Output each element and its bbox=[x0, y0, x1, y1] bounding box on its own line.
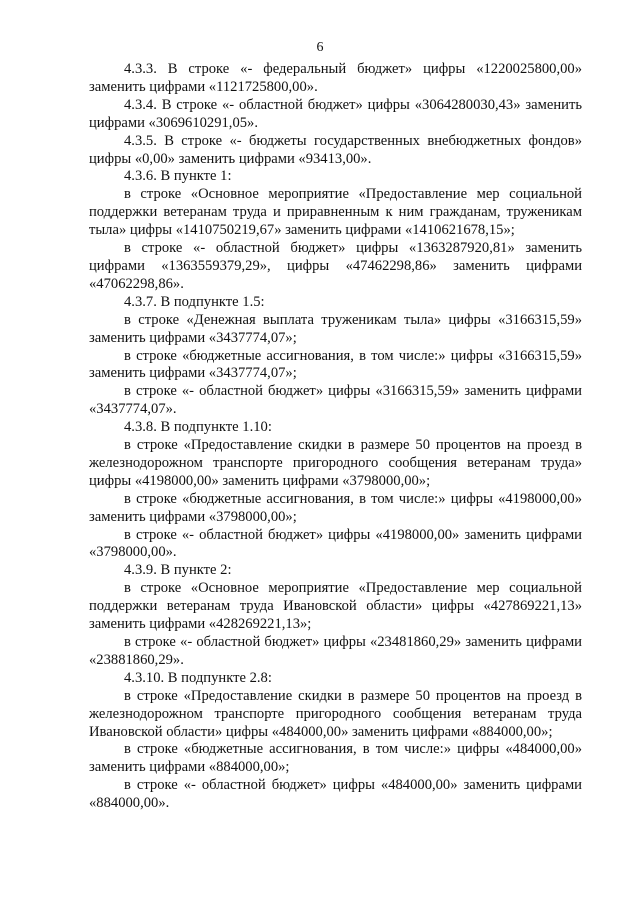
paragraph-item: в строке «- областной бюджет» цифры «1363287920,81» заменить цифрами «1363559379,29», цифры «47462298,86» заменить цифрами «47062298,86». bbox=[89, 240, 582, 292]
paragraph-4-3-9-heading: 4.3.9. В пункте 2: bbox=[124, 562, 232, 579]
paragraph-4-3-7-heading: 4.3.7. В подпункте 1.5: bbox=[124, 293, 265, 310]
paragraph-item: в строке «- областной бюджет» цифры «3166315,59» заменить цифрами «3437774,07». bbox=[89, 383, 582, 418]
paragraph-4-3-10-heading: 4.3.10. В подпункте 2.8: bbox=[124, 669, 272, 686]
paragraph-4-3-6-heading: 4.3.6. В пункте 1: bbox=[124, 168, 232, 185]
paragraph-4-3-5: 4.3.5. В строке «- бюджеты государственных внебюджетных фондов» цифры «0,00» заменить цифрами «93413,00». bbox=[89, 132, 582, 167]
paragraph-item: в строке «- областной бюджет» цифры «23481860,29» заменить цифрами «23881860,29». bbox=[89, 634, 582, 668]
paragraph-item: в строке «Основное мероприятие «Предоставление мер социальной поддержки ветеранам труда и приравненным к ним гражданам, труженикам тыла» цифры «1410750219,67» заменить цифрами «1410621678,15»; bbox=[89, 186, 582, 239]
paragraph-item: в строке «- областной бюджет» цифры «4198000,00» заменить цифрами «3798000,00». bbox=[89, 526, 582, 561]
paragraph-item: в строке «бюджетные ассигнования, в том числе:» цифры «484000,00» заменить цифрами «884000,00»; bbox=[89, 741, 582, 776]
paragraph-item: в строке «Предоставление скидки в размере 50 процентов на проезд в железнодорожном транспорте пригородного сообщения ветеранам труда» цифры «4198000,00» заменить цифрами «3798000,00»; bbox=[89, 437, 582, 489]
paragraph-item: в строке «Основное мероприятие «Предоставление мер социальной поддержки ветеранам труда Ивановской области» цифры «427869221,13» заменить цифрами «428269221,13»; bbox=[89, 580, 582, 633]
document-body bbox=[89, 61, 582, 813]
paragraph-4-3-3: 4.3.3. В строке «- федеральный бюджет» цифры «1220025800,00» заменить цифрами «1121725800,00». bbox=[89, 61, 582, 95]
paragraph-item: в строке «Предоставление скидки в размере 50 процентов на проезд в железнодорожном транспорте пригородного сообщения ветеранам труда Ивановской области» цифры «484000,00» заменить цифрами «884000,00»; bbox=[89, 687, 582, 740]
paragraph-item: в строке «бюджетные ассигнования, в том числе:» цифры «3166315,59» заменить цифрами «3437774,07»; bbox=[89, 347, 582, 382]
paragraph-4-3-4: 4.3.4. В строке «- областной бюджет» цифры «3064280030,43» заменить цифрами «3069610291,05». bbox=[89, 96, 582, 131]
paragraph-4-3-8-heading: 4.3.8. В подпункте 1.10: bbox=[124, 419, 272, 436]
paragraph-item: в строке «бюджетные ассигнования, в том числе:» цифры «4198000,00» заменить цифрами «3798000,00»; bbox=[89, 490, 582, 525]
paragraph-item: в строке «- областной бюджет» цифры «484000,00» заменить цифрами «884000,00». bbox=[89, 777, 582, 812]
page-number: 6 bbox=[316, 40, 324, 55]
paragraph-item: в строке «Денежная выплата труженикам тыла» цифры «3166315,59» заменить цифрами «3437774,07»; bbox=[89, 311, 582, 346]
